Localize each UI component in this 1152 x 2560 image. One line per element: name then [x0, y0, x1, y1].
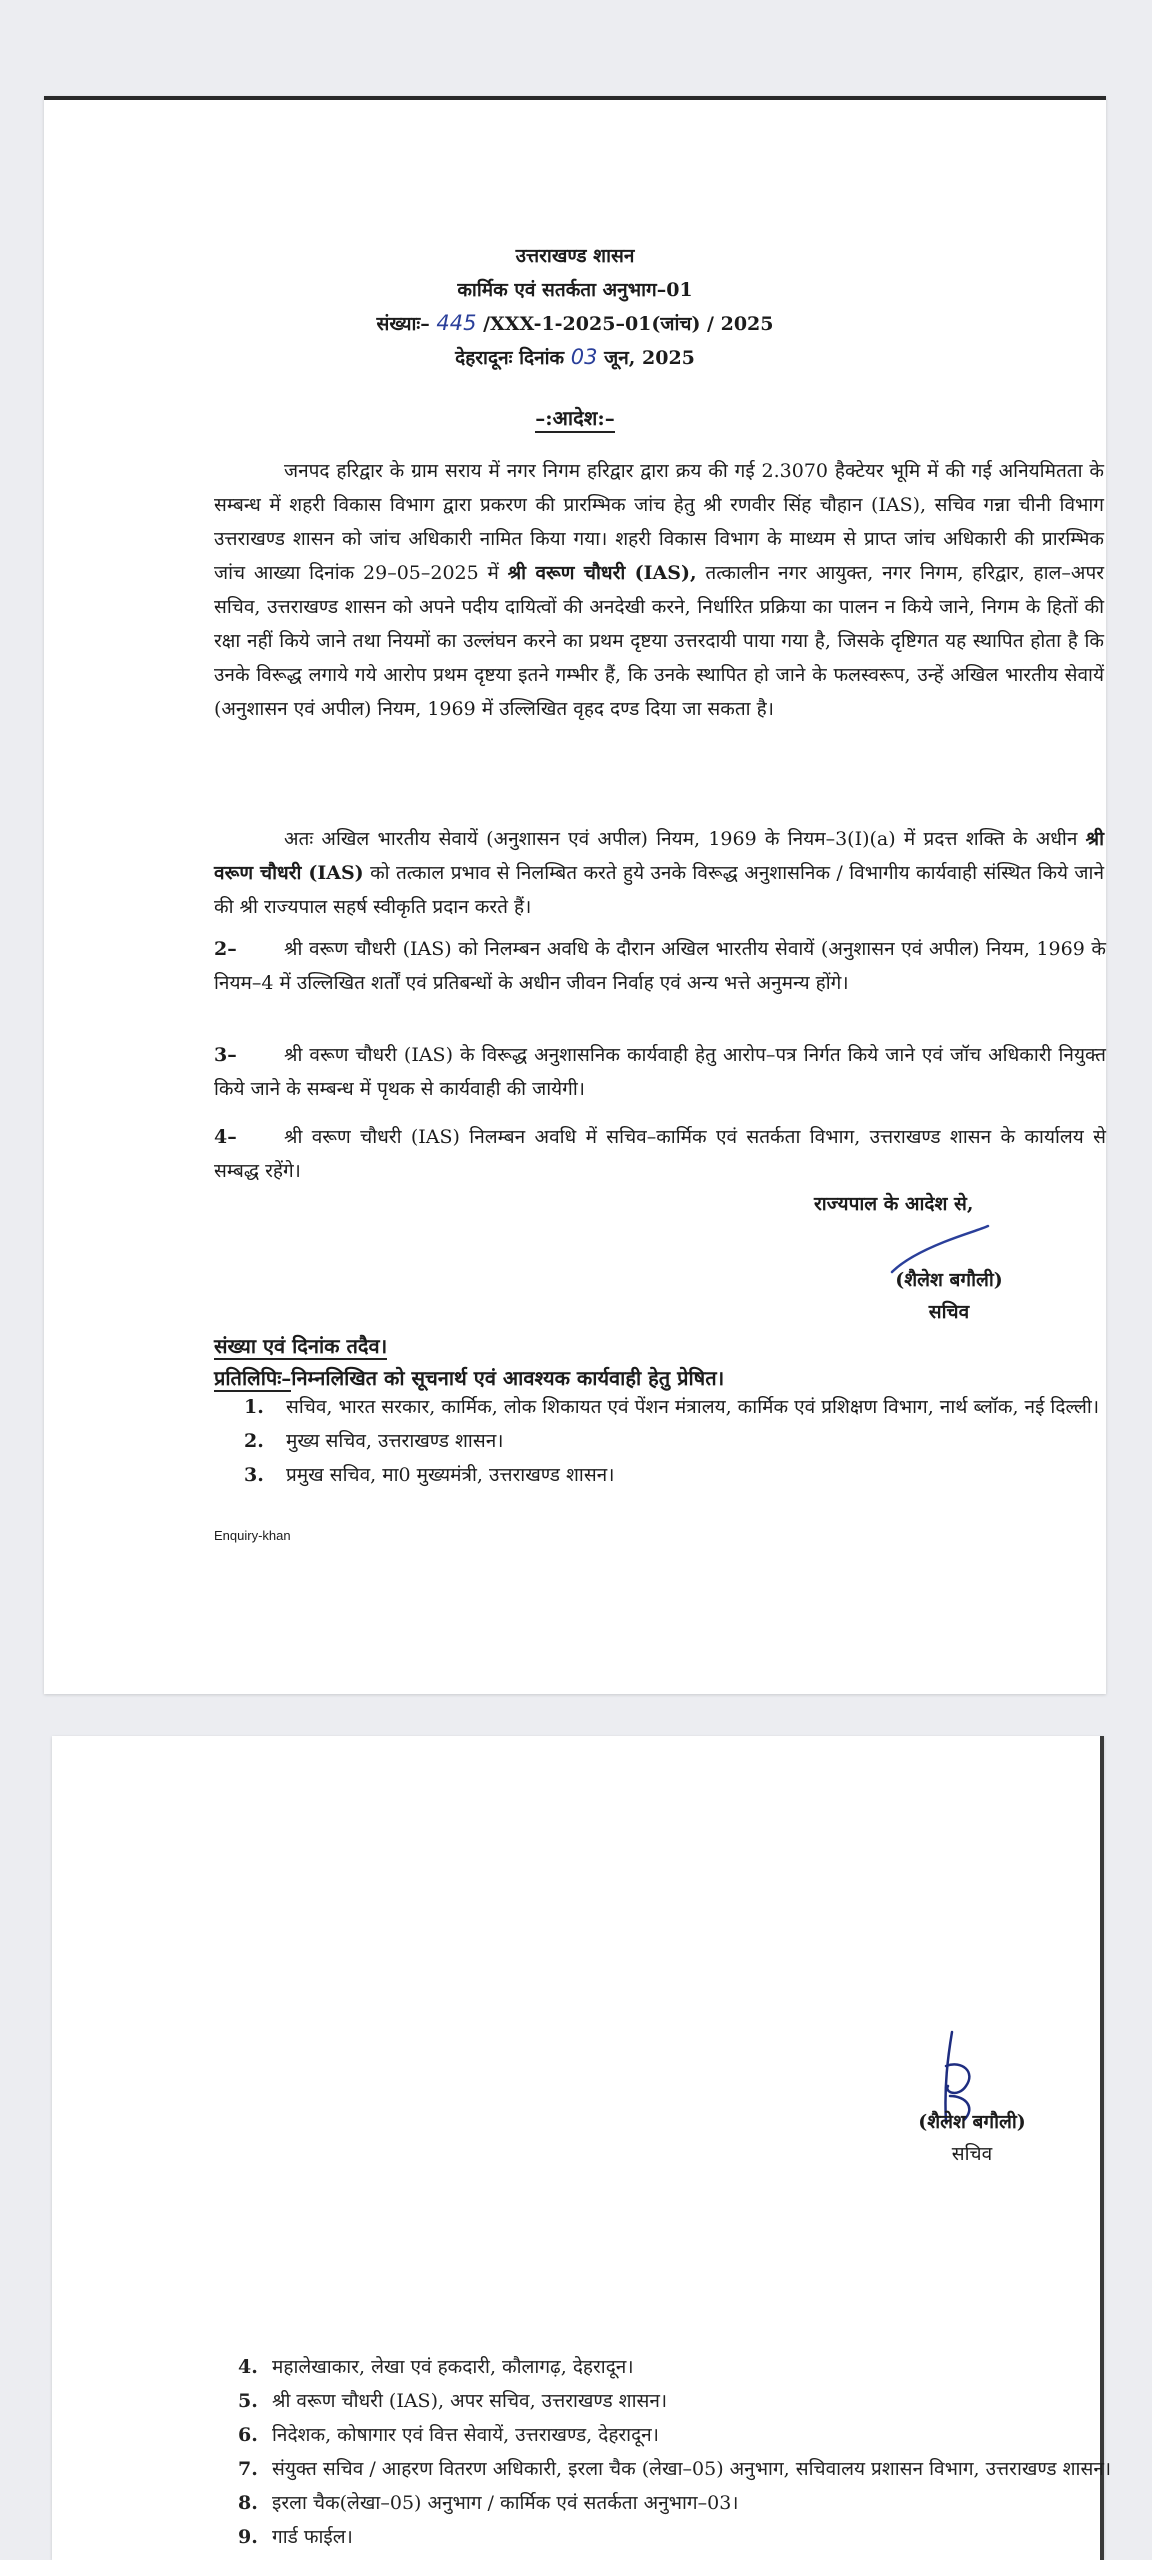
order-item-4	[214, 1120, 1106, 1188]
signatory-name: (शैलेश बगौली)	[918, 2111, 1026, 2133]
item-text: श्री वरूण चौधरी (IAS) को निलम्बन अवधि के दौरान अखिल भारतीय सेवायें (अनुशासन एवं अपील) नियम, 1969 के नियम–4 में उल्लिखित शर्तों एवं प्रतिबन्धों के अधीन जीवन निर्वाह एवं अन्य भत्ते अनुमन्य होंगे।	[214, 938, 1106, 994]
copy-to-heading	[214, 1364, 724, 1391]
list-item-text: निदेशक, कोषागार एवं वित्त सेवायें, उत्तराखण्ड, देहरादून।	[272, 2424, 659, 2446]
copy-label: प्रतिलिपिः–	[214, 1366, 292, 1390]
reference-same-text: संख्या एवं दिनांक तदैव।	[214, 1334, 388, 1358]
document-page-1	[44, 96, 1106, 1694]
governor-order-line: राज्यपाल के आदेश से,	[814, 1193, 974, 1215]
list-item-text: मुख्य सचिव, उत्तराखण्ड शासन।	[286, 1430, 504, 1452]
list-item-number: 9.	[238, 2526, 258, 2548]
ref-handwritten-number: 445	[436, 311, 477, 335]
copy-list-page2	[238, 2350, 1118, 2554]
copy-text: निम्नलिखित को सूचनार्थ एवं आवश्यक कार्यवाही हेतु प्रेषित।	[291, 1366, 725, 1390]
list-item	[238, 2350, 1118, 2384]
para1-text-a: जनपद हरिद्वार के ग्राम सराय में नगर निगम हरिद्वार द्वारा क्रय की गई 2.3070 हैक्टेयर भूमि में की गई अनियमितता के सम्बन्ध में शहरी विकास विभाग द्वारा प्रकरण की प्रारम्भिक जांच हेतु श्री रणवीर सिंह चौहान (IAS), सचिव गन्ना चीनी विभाग उत्तराखण्ड शासन को जांच अधिकारी नामित किया गया। शहरी विकास विभाग के माध्यम से प्राप्त जांच अधिकारी की प्रारम्भिक जांच आख्या दिनांक 29–05–2025 में	[214, 460, 1104, 584]
item-text: श्री वरूण चौधरी (IAS) निलम्बन अवधि में सचिव–कार्मिक एवं सतर्कता विभाग, उत्तराखण्ड शासन के कार्यालय से सम्बद्ध रहेंगे।	[214, 1126, 1106, 1182]
ref-prefix: संख्याः–	[376, 313, 430, 335]
para1-text-b: तत्कालीन नगर आयुक्त, नगर निगम, हरिद्वार, हाल–अपर सचिव, उत्तराखण्ड शासन को अपने पदीय दायित्वों की अनदेखी करने, निर्धारित प्रक्रिया का पालन न किये जाने, निगम के हितों की रक्षा नहीं किये जाने तथा नियमों का उल्लंघन करने का प्रथम दृष्टया उत्तरदायी पाया गया है, जिसके दृष्टिगत यह स्थापित होता है कि उनके विरूद्ध लगाये गये आरोप प्रथम दृष्टया इतने गम्भीर हैं, कि उनके स्थापित हो जाने के फलस्वरूप, उन्हें अखिल भारतीय सेवायें (अनुशासन एवं अपील) नियम, 1969 में उल्लिखित वृहद दण्ड दिया जा सकता है।	[214, 562, 1105, 720]
list-item-text: महालेखाकार, लेखा एवं हकदारी, कौलागढ़, देहरादून।	[272, 2356, 634, 2378]
order-date	[44, 344, 1106, 370]
header-government: उत्तराखण्ड शासन	[515, 245, 635, 267]
date-prefix: देहरादूनः दिनांक	[455, 347, 565, 369]
item-number: 4–	[214, 1126, 237, 1148]
list-item-number: 5.	[238, 2390, 258, 2412]
list-item	[238, 2520, 1118, 2554]
item-text: श्री वरूण चौधरी (IAS) के विरूद्ध अनुशासनिक कार्यवाही हेतु आरोप–पत्र निर्गत किये जाने एवं जॉच अधिकारी नियुक्त किये जाने के सम्बन्ध में पृथक से कार्यवाही की जायेगी।	[214, 1044, 1106, 1100]
copy-list-page1	[244, 1390, 1104, 1492]
order-title-text: –:आदेश:–	[535, 406, 614, 433]
list-item	[244, 1458, 1104, 1492]
list-item	[244, 1424, 1104, 1458]
footer-code: Enquiry-khan	[214, 1528, 291, 1543]
list-item-number: 6.	[238, 2424, 258, 2446]
reference-same	[214, 1332, 387, 1359]
header-department: कार्मिक एवं सतर्कता अनुभाग–01	[457, 279, 693, 301]
paragraph-1	[214, 454, 1104, 726]
list-item-text: श्री वरूण चौधरी (IAS), अपर सचिव, उत्तराखण्ड शासन।	[272, 2390, 668, 2412]
list-item-text: संयुक्त सचिव / आहरण वितरण अधिकारी, इरला चैक (लेखा–05) अनुभाग, सचिवालय प्रशासन विभाग, उत्तराखण्ड शासन।	[272, 2458, 1112, 2480]
order-item-2	[214, 932, 1106, 1000]
order-title	[44, 404, 1106, 431]
list-item-number: 7.	[238, 2458, 258, 2480]
list-item-text: गार्ड फाईल।	[272, 2526, 353, 2548]
signatory-designation: सचिव	[951, 2143, 993, 2165]
paragraph-2	[214, 822, 1104, 924]
list-item-text: इरला चैक(लेखा–05) अनुभाग / कार्मिक एवं सतर्कता अनुभाग–03।	[272, 2492, 739, 2514]
list-item	[238, 2486, 1118, 2520]
para2-officer-name: श्री वरूण चौधरी (IAS)	[214, 828, 1104, 884]
list-item	[238, 2384, 1118, 2418]
document-page-2	[52, 1736, 1112, 2560]
list-item-number: 3.	[244, 1464, 264, 1486]
list-item-number: 2.	[244, 1430, 264, 1452]
para1-officer-name: श्री वरूण चौधरी (IAS),	[507, 562, 697, 584]
list-item-text: प्रमुख सचिव, मा0 मुख्यमंत्री, उत्तराखण्ड शासन।	[286, 1464, 615, 1486]
list-item-number: 4.	[238, 2356, 258, 2378]
list-item	[244, 1390, 1104, 1424]
date-suffix: जून, 2025	[604, 347, 695, 369]
item-number: 2–	[214, 938, 237, 960]
signatory-name: (शैलेश बगौली)	[895, 1269, 1003, 1291]
list-item-text: सचिव, भारत सरकार, कार्मिक, लोक शिकायत एवं पेंशन मंत्रालय, कार्मिक एवं प्रशिक्षण विभाग, नार्थ ब्लॉक, नई दिल्ली।	[286, 1396, 1100, 1418]
reference-number	[44, 310, 1106, 336]
item-number: 3–	[214, 1044, 237, 1066]
ref-suffix: /XXX-1-2025–01(जांच) / 2025	[483, 313, 774, 335]
para2-text-b: को तत्काल प्रभाव से निलम्बित करते हुये उनके विरूद्ध अनुशासनिक / विभागीय कार्यवाही संस्थित किये जाने की श्री राज्यपाल सहर्ष स्वीकृति प्रदान करते हैं।	[214, 862, 1104, 918]
list-item	[238, 2418, 1118, 2452]
list-item-number: 8.	[238, 2492, 258, 2514]
signatory-designation: सचिव	[928, 1301, 970, 1323]
list-item	[238, 2452, 1118, 2486]
para2-text-a: अतः अखिल भारतीय सेवायें (अनुशासन एवं अपील) नियम, 1969 के नियम–3(I)(a) में प्रदत्त शक्ति के अधीन	[284, 828, 1078, 850]
date-handwritten-day: 03	[570, 345, 598, 369]
order-item-3	[214, 1038, 1106, 1106]
list-item-number: 1.	[244, 1396, 264, 1418]
